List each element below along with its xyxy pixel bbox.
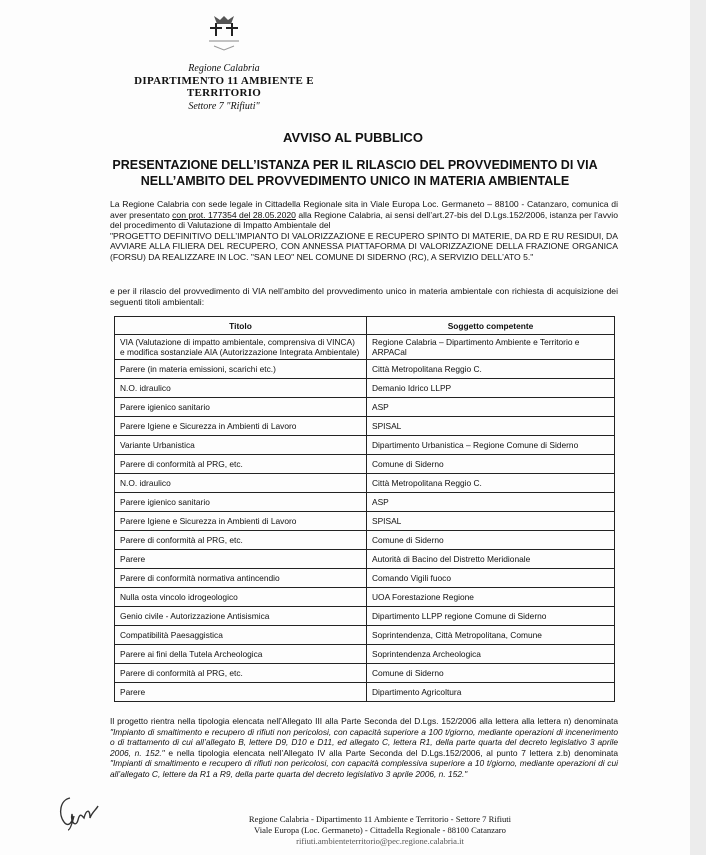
cell-authority: Comune di Siderno [367, 455, 615, 474]
cell-title: N.O. idraulico [115, 379, 367, 398]
cell-title: Parere [115, 550, 367, 569]
cell-authority: ASP [367, 493, 615, 512]
protocol-reference: con prot. 177354 del 28.05.2020 [172, 209, 296, 220]
cell-authority: Dipartimento Urbanistica – Regione Comune di Siderno [367, 436, 615, 455]
subject-line-1: PRESENTAZIONE DELL’ISTANZA PER IL RILASCIO DEL PROVVEDIMENTO DI VIA [112, 158, 598, 172]
cell-title: Parere di conformità al PRG, etc. [115, 664, 367, 683]
table-row [115, 335, 615, 360]
cell-title: Compatibilità Paesaggistica [115, 626, 367, 645]
regional-crest-logo [200, 14, 248, 54]
footer-line-3: rifiuti.ambienteterritorio@pec.regione.calabria.it [296, 835, 464, 846]
cell-authority: Soprintendenza, Città Metropolitana, Comune [367, 626, 615, 645]
page-footer [180, 814, 580, 846]
cell-authority: SPISAL [367, 512, 615, 531]
table-row [115, 436, 615, 455]
cell-title: Nulla osta vincolo idrogeologico [115, 588, 367, 607]
table-row [115, 379, 615, 398]
table-row [115, 626, 615, 645]
cell-title: Parere ai fini della Tutela Archeologica [115, 645, 367, 664]
intro-paragraph [110, 199, 618, 263]
column-header-authority: Soggetto competente [367, 317, 615, 335]
permits-table [114, 316, 615, 702]
cell-authority: UOA Forestazione Regione [367, 588, 615, 607]
cell-authority: Soprintendenza Archeologica [367, 645, 615, 664]
cell-authority: SPISAL [367, 417, 615, 436]
table-header-row [115, 317, 615, 335]
table-row [115, 398, 615, 417]
column-header-title: Titolo [115, 317, 367, 335]
cell-authority: Città Metropolitana Reggio C. [367, 360, 615, 379]
table-row [115, 417, 615, 436]
table-row [115, 683, 615, 702]
intro-text-a: La Regione Calabria con sede legale in Cittadella Regionale sita in Viale Europa Loc. Germaneto – 88100 - Catanzaro, comunica di aver presentato [110, 199, 618, 220]
cell-title: Parere Igiene e Sicurezza in Ambienti di Lavoro [115, 417, 367, 436]
cell-authority: Dipartimento Agricoltura [367, 683, 615, 702]
cell-authority: Autorità di Bacino del Distretto Meridionale [367, 550, 615, 569]
cell-authority: Dipartimento LLPP regione Comune di Siderno [367, 607, 615, 626]
notice-title: AVVISO AL PUBBLICO [283, 130, 423, 145]
cell-title: Parere igienico sanitario [115, 493, 367, 512]
department-name: DIPARTIMENTO 11 AMBIENTE E TERRITORIO [134, 75, 314, 99]
cell-authority: Comune di Siderno [367, 664, 615, 683]
cell-authority: Comando Vigili fuoco [367, 569, 615, 588]
table-row [115, 455, 615, 474]
notice-subject [60, 157, 650, 189]
intro-text-b: alla Regione Calabria, ai sensi dell’art.27-bis del D.Lgs.152/2006, istanza per l’avvio del procedimento di Valutazione di Impatto Ambientale del [110, 209, 618, 231]
region-name: Regione Calabria [188, 63, 260, 74]
table-row [115, 664, 615, 683]
cell-title: Parere di conformità al PRG, etc. [115, 531, 367, 550]
table-row [115, 531, 615, 550]
table-row [115, 550, 615, 569]
cell-title: Parere (in materia emissioni, scarichi etc.) [115, 360, 367, 379]
footer-line-2: Viale Europa (Loc. Germaneto) - Cittadella Regionale - 88100 Catanzaro [254, 824, 506, 835]
classification-text-b: "Impianto di smaltimento e recupero di rifiuti non pericolosi, con capacità superiore a 100 t/giorno, mediante operazioni di incenerimento o di trattamento di cui all’allegato B, lettere D9, D10 e D11, ed allegato C, lettera R1, della parte quarta del decreto legislativo 3 aprile 2006, n. 152." [110, 726, 618, 758]
cell-title: Parere Igiene e Sicurezza in Ambienti di Lavoro [115, 512, 367, 531]
footer-line-1: Regione Calabria - Dipartimento 11 Ambiente e Territorio - Settore 7 Rifiuti [248, 814, 512, 824]
cell-title: Parere [115, 683, 367, 702]
request-paragraph: e per il rilascio del provvedimento di VIA nell’ambito del provvedimento unico in materia ambientale con richiesta di acquisizione dei seguenti titoli ambientali: [110, 286, 618, 307]
cell-authority: Città Metropolitana Reggio C. [367, 474, 615, 493]
classification-text-a: Il progetto rientra nella tipologia elencata nell’Allegato III alla Parte Seconda del D.Lgs. 152/2006 alla lettera alla lettera n) denominata [110, 716, 618, 726]
cell-title: Variante Urbanistica [115, 436, 367, 455]
table-row [115, 645, 615, 664]
table-row [115, 493, 615, 512]
cell-title: Parere di conformità normativa antincendio [115, 569, 367, 588]
table-row [115, 512, 615, 531]
cell-authority: Regione Calabria – Dipartimento Ambiente e Territorio e ARPACal [367, 335, 615, 360]
table-row [115, 588, 615, 607]
cell-title: N.O. idraulico [115, 474, 367, 493]
table-row [115, 607, 615, 626]
cell-title: Parere igienico sanitario [115, 398, 367, 417]
table-row [115, 474, 615, 493]
subject-line-2: NELL’AMBITO DEL PROVVEDIMENTO UNICO IN MATERIA AMBIENTALE [140, 174, 570, 188]
cell-title: Genio civile - Autorizzazione Antisismica [115, 607, 367, 626]
table-row [115, 360, 615, 379]
project-title: "PROGETTO DEFINITIVO DELL’IMPIANTO DI VALORIZZAZIONE E RECUPERO SPINTO DI MATERIE, DA RD E RU RESIDUI, DA AVVIARE ALLA FILIERA DEL RECUPERO, CON ANNESSA PIATTAFORMA DI VALORIZZAZIONE DELLA FRAZIONE ORGANICA (FORSU) DA REALIZZARE IN LOC. "SAN LEO" NEL COMUNE DI SIDERNO (RC), A SERVIZIO DELL’ATO 5." [110, 230, 618, 262]
handwritten-signature [56, 792, 116, 832]
viewer-margin [690, 0, 706, 855]
cell-authority: Demanio Idrico LLPP [367, 379, 615, 398]
cell-authority: ASP [367, 398, 615, 417]
sector-name: Settore 7 "Rifiuti" [188, 101, 260, 112]
classification-text-d: "Impianti di smaltimento e recupero di rifiuti non pericolosi, con capacità complessiva superiore a 10 t/giorno, mediante operazioni di cui all’allegato C, lettere da R1 a R9, della parte quarta del decreto legislativo 3 aprile 2006, n. 152." [110, 758, 618, 779]
classification-paragraph [110, 716, 618, 780]
cell-authority: Comune di Siderno [367, 531, 615, 550]
classification-text-c: e nella tipologia elencata nell’Allegato IV alla Parte Seconda del D.Lgs.152/2006, al punto 7 lettera z.b) denominata [164, 747, 618, 758]
letterhead [104, 14, 344, 112]
cell-title: Parere di conformità al PRG, etc. [115, 455, 367, 474]
table-row [115, 569, 615, 588]
cell-title: VIA (Valutazione di impatto ambientale, comprensiva di VINCA) e modifica sostanziale AIA (Autorizzazione Integrata Ambientale) [115, 335, 367, 360]
